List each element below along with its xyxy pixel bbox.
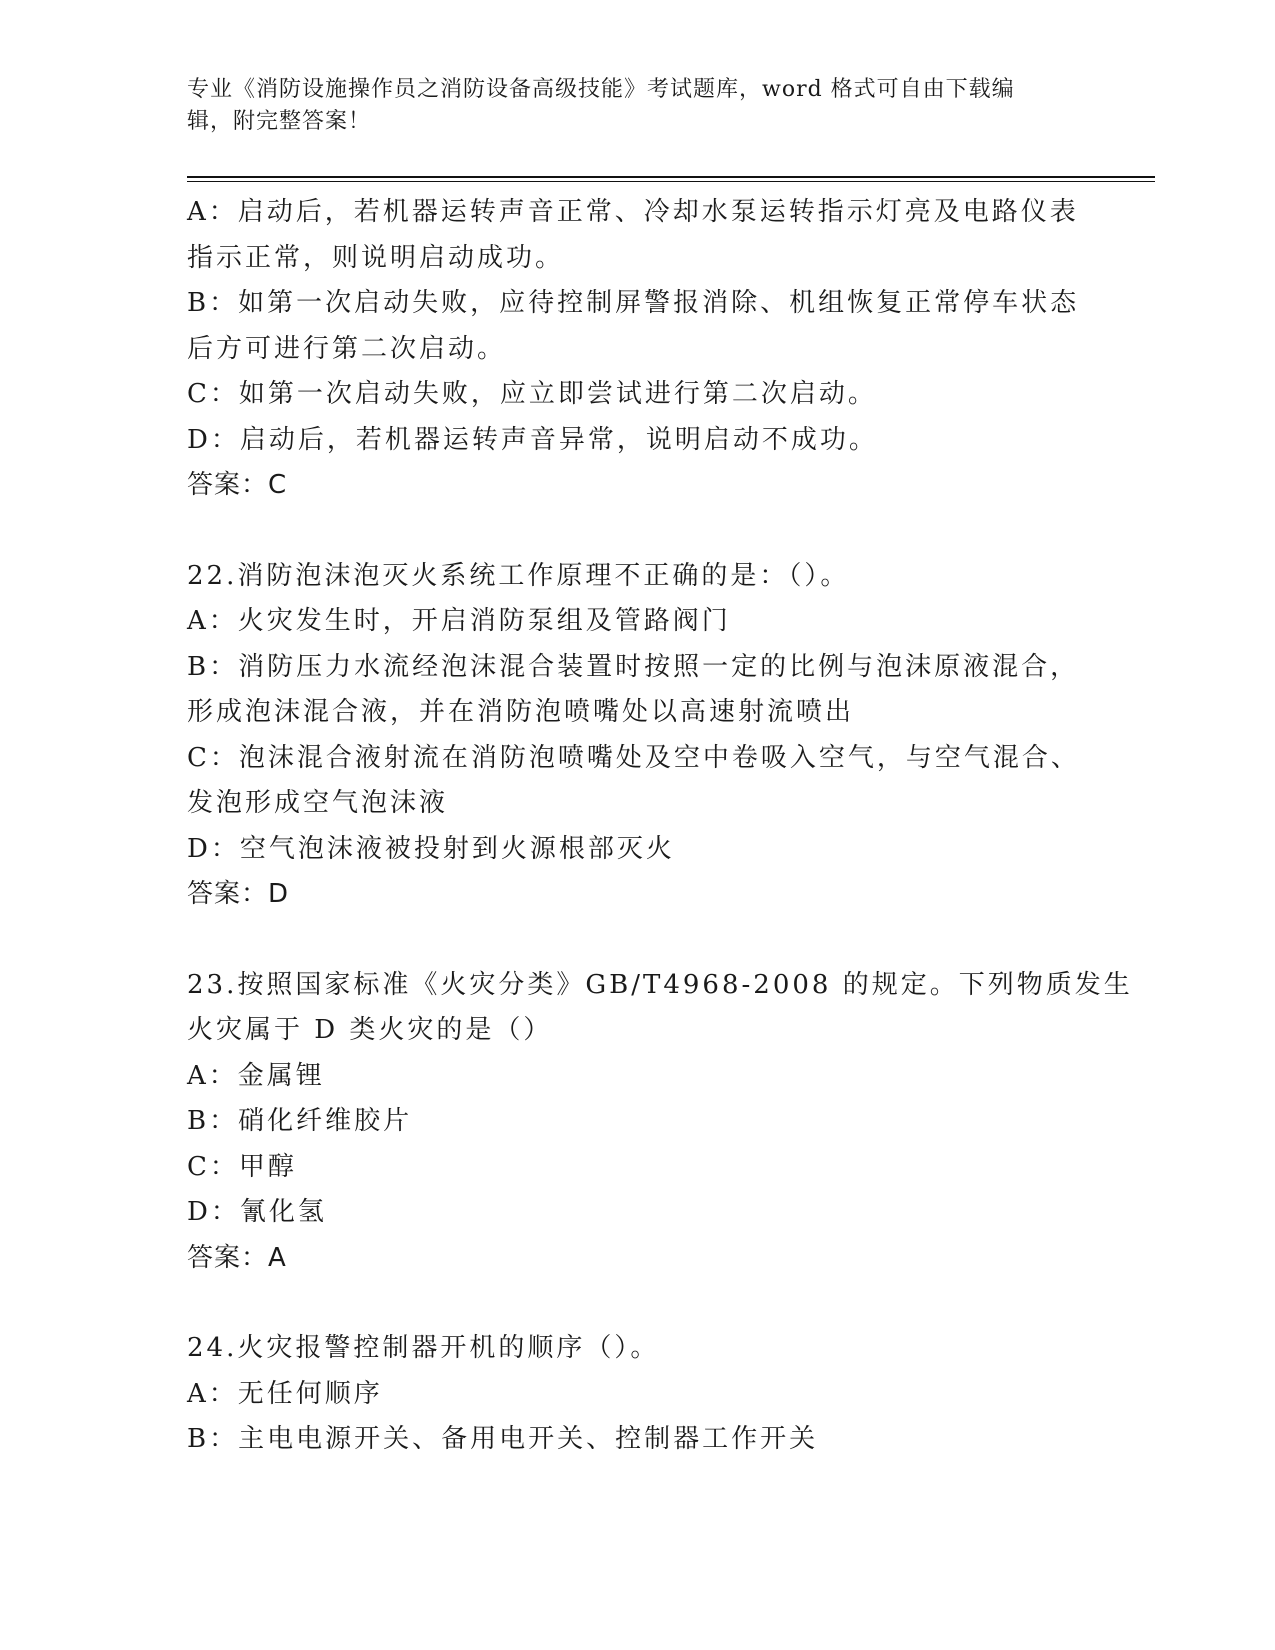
option-a: A：火灾发生时，开启消防泵组及管路阀门	[187, 606, 731, 636]
question-block-24	[187, 1326, 1087, 1463]
question-block-21	[187, 190, 1087, 509]
option-c: C：甲醇	[187, 1151, 297, 1182]
option-c: C：如第一次启动失败，应立即尝试进行第二次启动。	[187, 379, 877, 409]
option-b: B：硝化纤维胶片	[187, 1106, 413, 1136]
option-d: D：氰化氢	[187, 1197, 327, 1227]
option-a-cont: 指示正常，则说明启动成功。	[187, 242, 565, 273]
header-divider-thin	[187, 181, 1155, 182]
option-c: C：泡沫混合液射流在消防泡喷嘴处及空中卷吸入空气，与空气混合、	[187, 742, 1080, 773]
answer: 答案：A	[187, 1242, 287, 1273]
question-content	[187, 190, 1133, 1463]
answer: 答案：C	[187, 470, 288, 500]
header-divider	[187, 176, 1155, 178]
header-line-1: 专业《消防设施操作员之消防设备高级技能》考试题库，word 格式可自由下载编	[187, 77, 1015, 102]
answer: 答案：D	[187, 879, 290, 909]
header-line-2: 辑，附完整答案！	[187, 109, 372, 134]
option-d: D：空气泡沫液被投射到火源根部灭火	[187, 833, 675, 864]
option-a: A：无任何顺序	[187, 1378, 383, 1409]
question-stem-cont: 火灾属于 D 类火灾的是（）	[187, 1015, 553, 1045]
option-a: A：金属锂	[187, 1060, 325, 1091]
option-a: A：启动后，若机器运转声音正常、冷却水泵运转指示灯亮及电路仪表	[187, 197, 1079, 227]
option-b: B：消防压力水流经泡沫混合装置时按照一定的比例与泡沫原液混合，	[187, 651, 1080, 682]
question-block-22	[187, 554, 1087, 918]
option-b-cont: 后方可进行第二次启动。	[187, 333, 507, 364]
option-b-cont: 形成泡沫混合液，并在消防泡喷嘴处以高速射流喷出	[187, 697, 855, 727]
option-b: B：如第一次启动失败，应待控制屏警报消除、机组恢复正常停车状态	[187, 288, 1080, 318]
question-block-23	[187, 963, 1133, 1282]
option-b: B：主电电源开关、备用电开关、控制器工作开关	[187, 1424, 819, 1454]
option-c-cont: 发泡形成空气泡沫液	[187, 788, 449, 818]
question-stem: 24.火灾报警控制器开机的顺序（）。	[187, 1333, 660, 1363]
question-stem: 23.按照国家标准《火灾分类》GB/T4968-2008 的规定。下列物质发生	[187, 969, 1133, 1000]
question-stem: 22.消防泡沫泡灭火系统工作原理不正确的是：（）。	[187, 560, 850, 591]
document-header	[187, 74, 1067, 138]
option-d: D：启动后，若机器运转声音异常，说明启动不成功。	[187, 424, 878, 455]
